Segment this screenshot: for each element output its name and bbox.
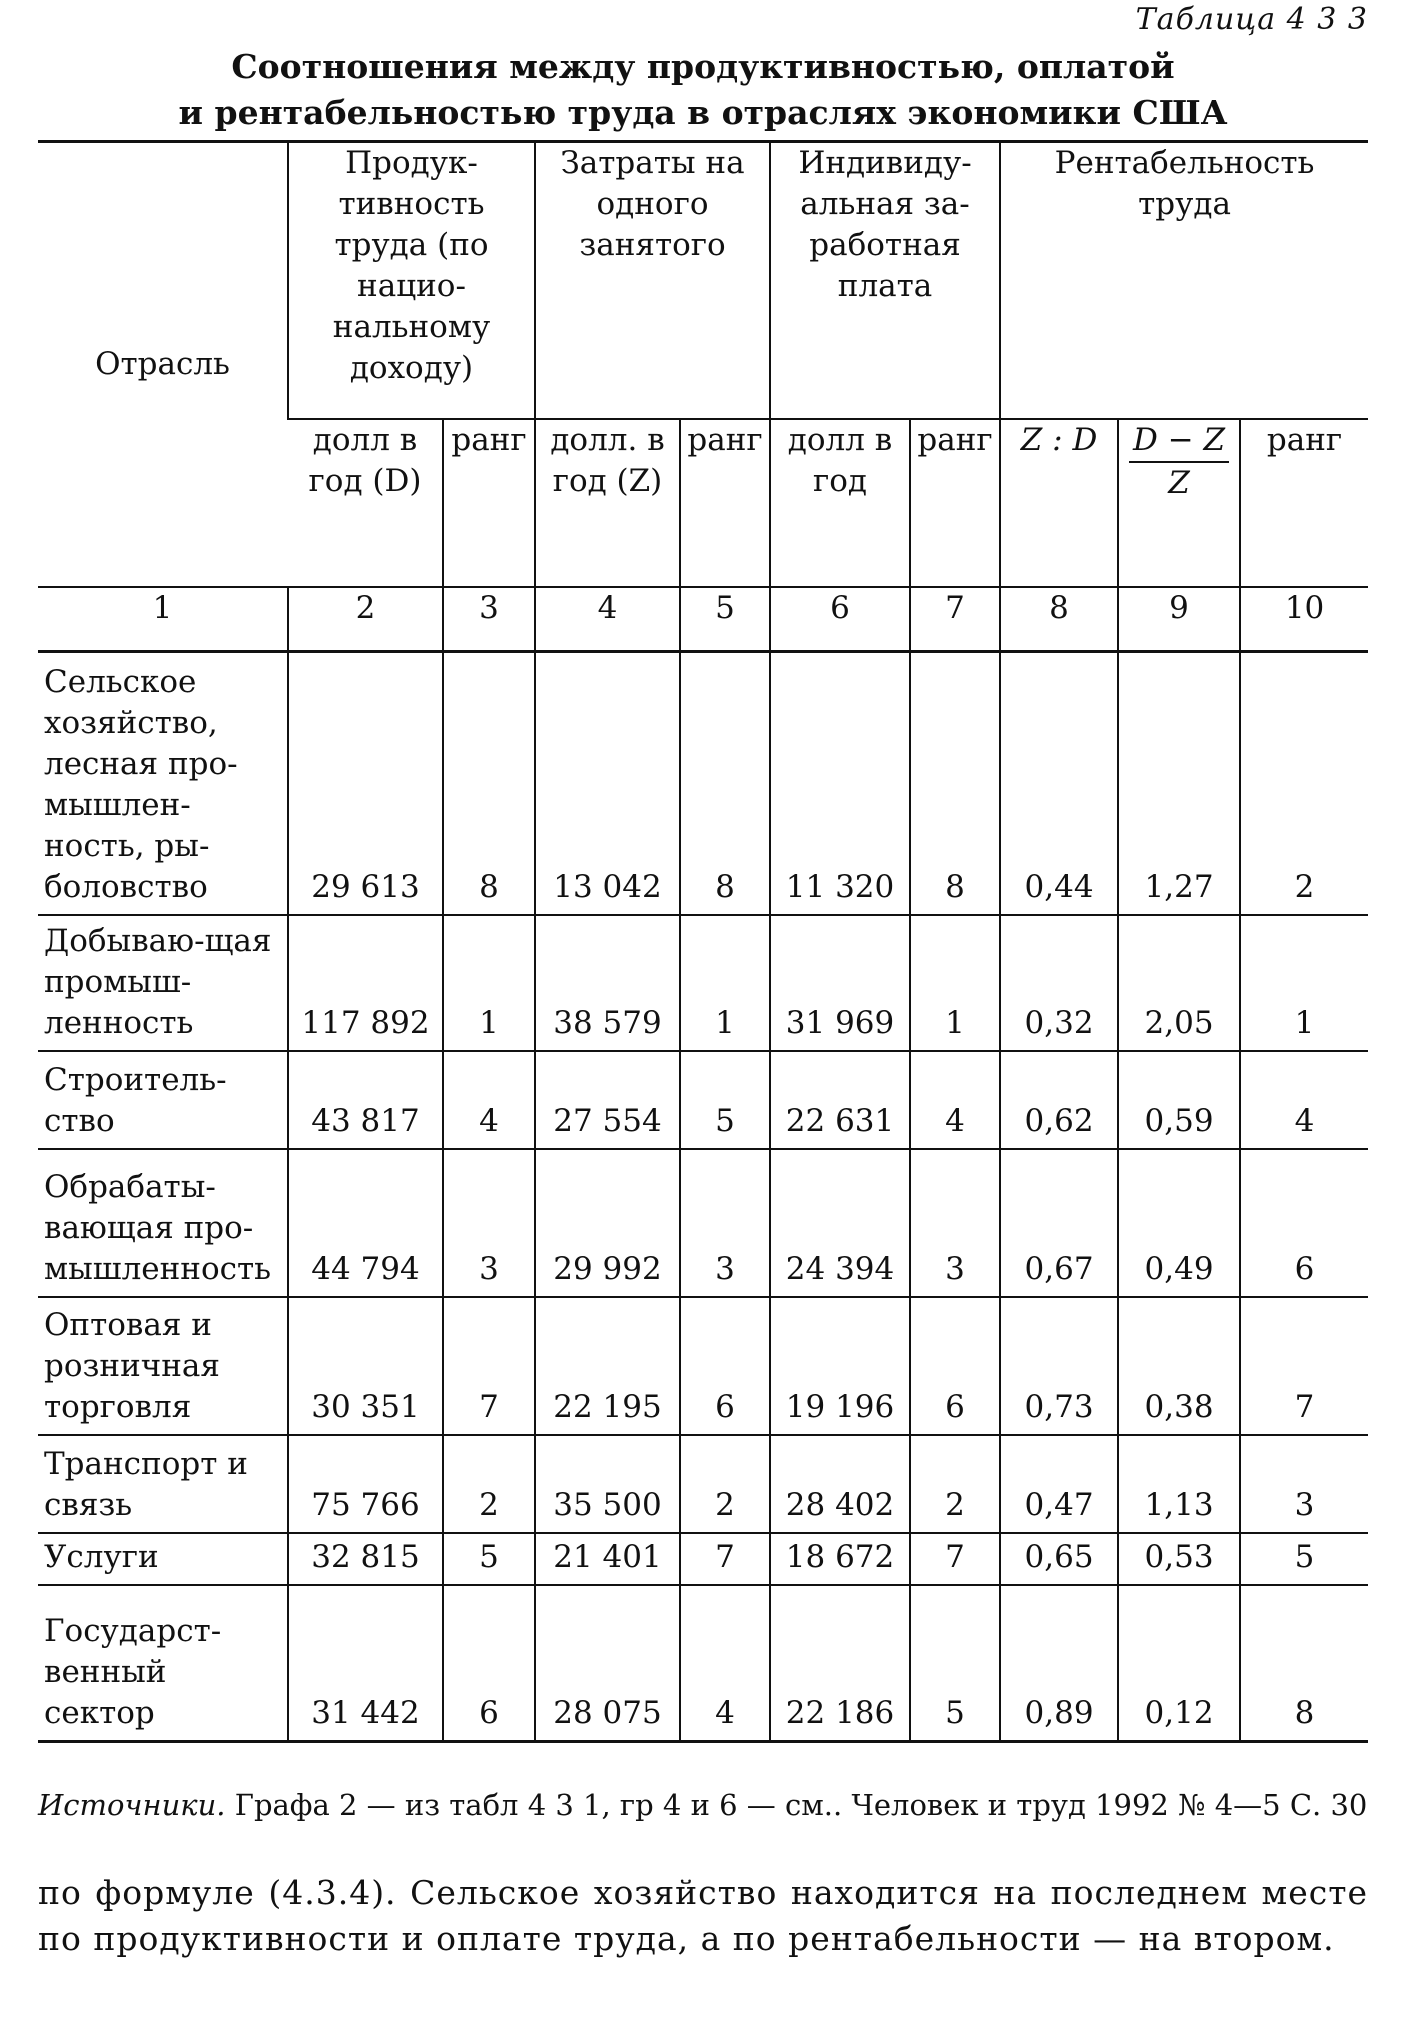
header-sub-z: долл. в год (Z) <box>535 419 680 587</box>
column-number: 6 <box>770 587 910 652</box>
fraction <box>1129 420 1229 504</box>
row-rank-profitability: 7 <box>1240 1297 1368 1435</box>
row-rank-costs: 8 <box>680 652 770 916</box>
row-branch-name: Государст-венный сектор <box>38 1585 288 1742</box>
row-rank-wage: 5 <box>910 1585 1000 1742</box>
row-branch-name: Транспорт и связь <box>38 1435 288 1533</box>
table-row <box>38 1585 1368 1742</box>
row-costs: 38 579 <box>535 915 680 1051</box>
row-rank-productivity: 2 <box>443 1435 535 1533</box>
table-body <box>38 652 1368 1742</box>
data-table <box>38 140 1368 1743</box>
fraction-denominator: Z <box>1168 465 1190 501</box>
row-rank-productivity: 6 <box>443 1585 535 1742</box>
header-profitability: Рентабельность труда <box>1000 142 1368 420</box>
header-sub-rank-2: ранг <box>680 419 770 587</box>
row-rank-profitability: 6 <box>1240 1149 1368 1297</box>
row-rank-profitability: 3 <box>1240 1435 1368 1533</box>
row-rank-costs: 5 <box>680 1051 770 1149</box>
row-rank-costs: 1 <box>680 915 770 1051</box>
table-title <box>38 44 1368 136</box>
header-sub-rank-4: ранг <box>1240 419 1368 587</box>
fraction-numerator: D − Z <box>1129 420 1229 463</box>
row-wage: 24 394 <box>770 1149 910 1297</box>
row-profitability: 2,05 <box>1118 915 1240 1051</box>
row-branch-name: Строитель-ство <box>38 1051 288 1149</box>
row-ratio-zd: 0,44 <box>1000 652 1118 916</box>
row-profitability: 0,38 <box>1118 1297 1240 1435</box>
row-ratio-zd: 0,89 <box>1000 1585 1118 1742</box>
row-costs: 29 992 <box>535 1149 680 1297</box>
row-branch-name: Добываю-щая промыш-ленность <box>38 915 288 1051</box>
row-rank-wage: 8 <box>910 652 1000 916</box>
table-row <box>38 652 1368 916</box>
row-productivity: 30 351 <box>288 1297 443 1435</box>
row-productivity: 32 815 <box>288 1533 443 1585</box>
row-productivity: 75 766 <box>288 1435 443 1533</box>
row-ratio-zd: 0,73 <box>1000 1297 1118 1435</box>
row-branch-name: Сельское хозяйство, лесная про-мышлен-ность, ры-боловство <box>38 652 288 916</box>
row-wage: 22 186 <box>770 1585 910 1742</box>
row-wage: 22 631 <box>770 1051 910 1149</box>
row-costs: 21 401 <box>535 1533 680 1585</box>
row-branch-name: Обрабаты-вающая про-мышленность <box>38 1149 288 1297</box>
row-branch-name: Услуги <box>38 1533 288 1585</box>
header-wage: Индивиду-альная за-работная плата <box>770 142 1000 420</box>
header-costs: Затраты на одного занятого <box>535 142 770 420</box>
row-rank-wage: 1 <box>910 915 1000 1051</box>
header-branch: Отрасль <box>95 346 230 382</box>
header-productivity: Продук-тивность труда (по нацио-нальному доходу) <box>288 142 535 420</box>
column-number: 1 <box>38 587 288 652</box>
row-rank-costs: 7 <box>680 1533 770 1585</box>
row-costs: 27 554 <box>535 1051 680 1149</box>
row-rank-profitability: 8 <box>1240 1585 1368 1742</box>
row-rank-productivity: 5 <box>443 1533 535 1585</box>
row-rank-profitability: 2 <box>1240 652 1368 916</box>
row-productivity: 44 794 <box>288 1149 443 1297</box>
row-wage: 28 402 <box>770 1435 910 1533</box>
table-title-line-1: Соотношения между продуктивностью, оплатой <box>231 47 1175 86</box>
table-row <box>38 1435 1368 1533</box>
row-rank-costs: 3 <box>680 1149 770 1297</box>
row-ratio-zd: 0,62 <box>1000 1051 1118 1149</box>
table-row <box>38 1051 1368 1149</box>
column-number: 8 <box>1000 587 1118 652</box>
row-rank-productivity: 4 <box>443 1051 535 1149</box>
row-rank-productivity: 7 <box>443 1297 535 1435</box>
row-rank-wage: 7 <box>910 1533 1000 1585</box>
row-rank-productivity: 3 <box>443 1149 535 1297</box>
row-productivity: 117 892 <box>288 915 443 1051</box>
row-rank-productivity: 8 <box>443 652 535 916</box>
row-profitability: 0,59 <box>1118 1051 1240 1149</box>
row-profitability: 0,12 <box>1118 1585 1240 1742</box>
column-number: 4 <box>535 587 680 652</box>
table-number: Таблица 4 3 3 <box>1135 2 1368 37</box>
source-text: Графа 2 — из табл 4 3 1, гр 4 и 6 — см.. Человек и труд 1992 № 4—5 С. 30 <box>234 1788 1368 1822</box>
table-row <box>38 1149 1368 1297</box>
row-rank-costs: 4 <box>680 1585 770 1742</box>
row-ratio-zd: 0,65 <box>1000 1533 1118 1585</box>
column-number-row <box>38 587 1368 652</box>
row-rank-wage: 4 <box>910 1051 1000 1149</box>
column-number: 3 <box>443 587 535 652</box>
table-row <box>38 915 1368 1051</box>
table-title-line-2: и рентабельностью труда в отраслях экономики США <box>178 93 1228 132</box>
row-rank-wage: 3 <box>910 1149 1000 1297</box>
row-profitability: 1,13 <box>1118 1435 1240 1533</box>
row-rank-productivity: 1 <box>443 915 535 1051</box>
body-paragraph: по формуле (4.3.4). Сельское хозяйство находится на последнем месте по продуктивности и оплате труда, а по рентабельности — на втором. <box>38 1873 1368 1958</box>
header-sub-fraction <box>1118 419 1240 587</box>
row-wage: 18 672 <box>770 1533 910 1585</box>
column-number: 2 <box>288 587 443 652</box>
row-wage: 19 196 <box>770 1297 910 1435</box>
row-rank-profitability: 5 <box>1240 1533 1368 1585</box>
row-profitability: 0,49 <box>1118 1149 1240 1297</box>
row-branch-name: Оптовая и розничная торговля <box>38 1297 288 1435</box>
row-costs: 22 195 <box>535 1297 680 1435</box>
row-wage: 11 320 <box>770 652 910 916</box>
table-row <box>38 1533 1368 1585</box>
row-productivity: 29 613 <box>288 652 443 916</box>
row-costs: 13 042 <box>535 652 680 916</box>
header-sub-d: долл в год (D) <box>288 419 443 587</box>
row-rank-wage: 6 <box>910 1297 1000 1435</box>
row-profitability: 1,27 <box>1118 652 1240 916</box>
column-number: 10 <box>1240 587 1368 652</box>
header-sub-rank-1: ранг <box>443 419 535 587</box>
row-rank-profitability: 1 <box>1240 915 1368 1051</box>
table-row <box>38 1297 1368 1435</box>
row-ratio-zd: 0,47 <box>1000 1435 1118 1533</box>
row-ratio-zd: 0,67 <box>1000 1149 1118 1297</box>
row-productivity: 43 817 <box>288 1051 443 1149</box>
row-costs: 28 075 <box>535 1585 680 1742</box>
column-number: 9 <box>1118 587 1240 652</box>
row-ratio-zd: 0,32 <box>1000 915 1118 1051</box>
column-number: 7 <box>910 587 1000 652</box>
header-sub-wage: долл в год <box>770 419 910 587</box>
row-rank-costs: 2 <box>680 1435 770 1533</box>
source-lead: Источники. <box>38 1788 226 1822</box>
source-note <box>38 1785 1368 1825</box>
header-group-row <box>38 142 1368 420</box>
row-wage: 31 969 <box>770 915 910 1051</box>
row-rank-wage: 2 <box>910 1435 1000 1533</box>
row-costs: 35 500 <box>535 1435 680 1533</box>
row-profitability: 0,53 <box>1118 1533 1240 1585</box>
row-productivity: 31 442 <box>288 1585 443 1742</box>
header-sub-rank-3: ранг <box>910 419 1000 587</box>
row-rank-costs: 6 <box>680 1297 770 1435</box>
row-rank-profitability: 4 <box>1240 1051 1368 1149</box>
header-sub-zd: Z : D <box>1000 419 1118 587</box>
column-number: 5 <box>680 587 770 652</box>
